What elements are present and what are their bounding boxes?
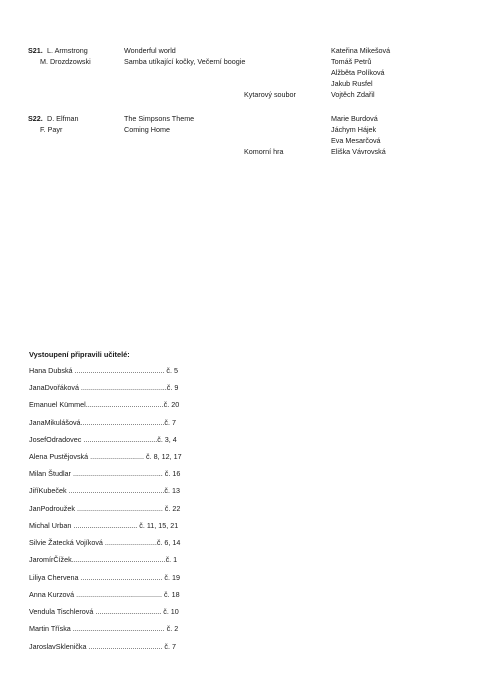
teacher-entry: Anna Kurzová ........................................... č. 18 — [29, 590, 180, 599]
teacher-entry: JosefOdradovec .....................................č. 3, 4 — [29, 435, 177, 444]
performer: Eliška Vávrovská — [331, 147, 386, 156]
teacher-entry: Emanuel Kümmel.......................................č. 20 — [29, 400, 180, 409]
performer: Alžběta Políková — [331, 68, 385, 77]
program-number: S21. — [28, 46, 43, 55]
teacher-entry: Martin Tříska .............................................. č. 2 — [29, 624, 179, 633]
teacher-entry: JanPodroužek ........................................... č. 22 — [29, 504, 181, 513]
ensemble: Komorní hra — [244, 147, 284, 156]
teachers-heading: Vystoupení připravili učitelé: — [29, 350, 130, 359]
teacher-entry: Alena Pustějovská ........................... č. 8, 12, 17 — [29, 452, 182, 461]
performer: Marie Burdová — [331, 114, 378, 123]
ensemble: Kytarový soubor — [244, 90, 296, 99]
composer: D. Elfman — [47, 114, 79, 123]
performer: Tomáš Petrů — [331, 57, 372, 66]
work-title: The Simpsons Theme — [124, 114, 195, 123]
teacher-entry: Michal Urban ................................ č. 11, 15, 21 — [29, 521, 179, 530]
performer: Eva Mesarčová — [331, 136, 381, 145]
composer: L. Armstrong — [47, 46, 88, 55]
teacher-entry: Silvie Žatecká Vojíková ..........................č. 6, 14 — [29, 538, 181, 547]
teacher-entry: Liliya Chervena ......................................... č. 19 — [29, 573, 180, 582]
teacher-entry: Milan Študlar ............................................. č. 16 — [29, 469, 181, 478]
teacher-entry: JaromírČížek...............................................č. 1 — [29, 555, 178, 564]
work-title: Wonderful world — [124, 46, 176, 55]
composer: F. Payr — [40, 125, 63, 134]
teacher-entry: JiříKubeček ................................................č. 13 — [29, 486, 180, 495]
teacher-entry: Vendula Tischlerová ................................. č. 10 — [29, 607, 179, 616]
teacher-entry: JaroslavSklenička ..................................... č. 7 — [29, 642, 176, 651]
performer: Kateřina Mikešová — [331, 46, 391, 55]
composer: M. Drozdzowski — [40, 57, 91, 66]
performer: Vojtěch Zdařil — [331, 90, 375, 99]
work-title: Samba utíkající kočky, Večerní boogie — [124, 57, 246, 66]
performer: Jakub Rusfel — [331, 79, 373, 88]
performer: Jáchym Hájek — [331, 125, 377, 134]
teacher-entry: JanaDvořáková ...........................................č. 9 — [29, 383, 179, 392]
work-title: Coming Home — [124, 125, 170, 134]
teacher-entry: JanaMikulášová..........................................č. 7 — [29, 418, 176, 427]
program-number: S22. — [28, 114, 43, 123]
teacher-entry: Hana Dubská ............................................. č. 5 — [29, 366, 178, 375]
